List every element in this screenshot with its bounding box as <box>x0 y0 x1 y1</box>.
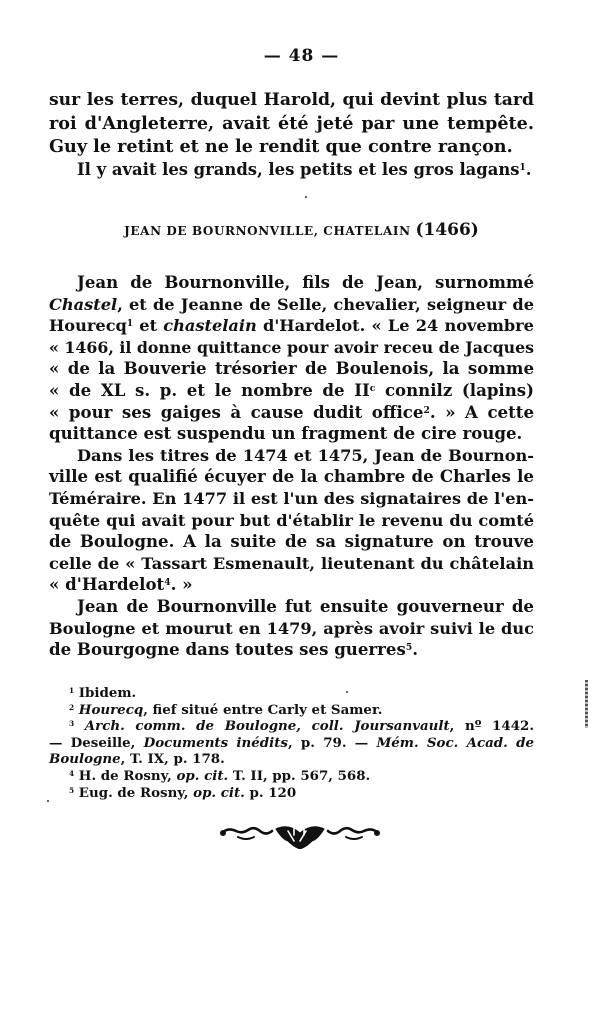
fleuron-tailpiece-icon <box>218 821 382 849</box>
text-line <box>49 402 534 424</box>
text-line: « de la Bouverie trésorier de Boulenois, la somme <box>49 358 534 379</box>
text-span: T. II, pp. 567, 568. <box>228 767 371 784</box>
footnote-ref[interactable]: 2 <box>423 404 430 416</box>
text-span: « pour ses gaiges à cause dudit office <box>49 401 424 422</box>
italic-text: op. cit. <box>193 784 245 801</box>
intro-paragraph <box>49 89 534 181</box>
heading-text: JEAN DE BOURNONVILLE, CHATELAIN <box>124 224 411 238</box>
text-line: sur les terres, duquel Harold, qui devint plus tard <box>49 90 534 110</box>
text-line: Téméraire. En 1477 il est l'un des signataires de l'en- <box>49 488 534 508</box>
text-span: Ibidem. <box>78 685 137 701</box>
page-number: — 48 — <box>263 46 340 66</box>
text-line <box>49 315 534 337</box>
italic-text: Boulogne <box>49 751 121 768</box>
footnote-ref[interactable]: 1 <box>519 163 526 174</box>
text-span: « d'Hardelot <box>49 574 165 595</box>
text-line: « 1466, il donne quittance pour avoir receu de Jacques <box>49 337 535 357</box>
scan-margin-mark <box>585 680 588 728</box>
footnote-1 <box>49 685 534 702</box>
heading-year: (1466) <box>415 220 479 240</box>
superscript: c <box>369 382 376 394</box>
footnote-4 <box>49 768 534 785</box>
text-span: , et de Jeanne de Selle, chevalier, seigneur de <box>117 294 534 314</box>
text-span: H. de Rosny, <box>78 767 177 784</box>
text-span: p. 120 <box>244 784 297 801</box>
italic-text: Chastel <box>49 294 118 314</box>
text-span: Eug. de Rosny, <box>78 784 194 801</box>
footnote-ref[interactable]: 4 <box>164 577 171 589</box>
text-line: roi d'Angleterre, avait été jeté par une tempête. <box>49 113 534 134</box>
text-line: celle de « Tassart Esmenault, lieutenant du châtelain <box>49 553 534 573</box>
text-span: Hourecq <box>49 316 127 336</box>
footnotes <box>49 685 534 801</box>
text-span: , fief situé entre Carly et Samer. <box>143 701 383 718</box>
text-line: Dans les titres de 1474 et 1475, Jean de Bournon- <box>77 445 534 465</box>
text-line <box>49 639 534 661</box>
text-span: , p. 79. — <box>287 734 377 751</box>
scan-speck <box>47 800 49 802</box>
text-line <box>49 574 534 596</box>
text-span: — Deseille, <box>49 734 144 751</box>
footnote-3 <box>49 718 534 735</box>
text-span: Il y avait les grands, les petits et les gros lagans <box>77 160 520 179</box>
text-line <box>49 380 534 402</box>
scan-speck <box>305 196 307 198</box>
text-span: . <box>525 160 532 179</box>
text-line: quête qui avait pour but d'établir le revenu du comté <box>49 510 534 530</box>
text-span: de Bourgogne dans toutes ses guerres <box>49 639 406 660</box>
footnote-mark: 1 <box>69 685 75 695</box>
text-line: Guy le retint et ne le rendit que contre rançon. <box>49 136 513 157</box>
text-span: , nº 1442. <box>449 718 534 735</box>
text-span: d'Hardelot. « Le 24 novembre <box>256 316 534 336</box>
footnote-ref[interactable]: 5 <box>405 642 413 654</box>
text-span: . » <box>170 574 193 595</box>
text-line: Jean de Bournonville, fils de Jean, surnommé <box>77 272 534 292</box>
italic-text: Mém. Soc. Acad. de <box>376 734 534 751</box>
italic-text: Hourecq <box>78 701 144 718</box>
text-span: . <box>412 639 418 660</box>
text-span: connilz (lapins) <box>375 379 534 400</box>
italic-text: Documents inédits <box>143 734 288 751</box>
text-line: de Boulogne. A la suite de sa signature on trouve <box>49 531 534 552</box>
text-span: « de XL s. p. et le nombre de II <box>49 379 370 400</box>
footnote-mark: 5 <box>69 785 75 795</box>
text-span: , T. IX, p. 178. <box>120 751 225 768</box>
italic-text: chastelain <box>163 316 257 336</box>
footnote-3-cont <box>49 751 534 768</box>
italic-text: op. cit. <box>176 767 229 784</box>
italic-text: Arch. comm. de Boulogne, coll. Joursanvault <box>84 718 450 735</box>
footnote-mark: 3 <box>69 719 75 729</box>
text-line: Boulogne et mourut en 1479, après avoir suivi le duc <box>49 618 534 638</box>
body-text <box>49 272 534 661</box>
text-line <box>49 158 534 181</box>
footnote-3-cont <box>49 735 534 752</box>
text-line: Jean de Bournonville fut ensuite gouverneur de <box>77 595 534 616</box>
footnote-2 <box>49 702 534 719</box>
text-span: et <box>133 316 164 336</box>
section-heading <box>0 220 603 240</box>
footnote-mark: 4 <box>69 768 75 778</box>
footnote-5 <box>49 785 534 802</box>
scan-speck <box>346 691 348 693</box>
footnote-mark: 2 <box>69 702 75 712</box>
footnote-ref[interactable]: 1 <box>126 319 134 330</box>
text-span: . » A cette <box>429 401 535 422</box>
text-line: quittance est suspendu un fragment de cire rouge. <box>49 423 523 444</box>
text-line <box>49 294 534 316</box>
text-line: ville est qualifié écuyer de la chambre de Charles le <box>49 466 534 487</box>
